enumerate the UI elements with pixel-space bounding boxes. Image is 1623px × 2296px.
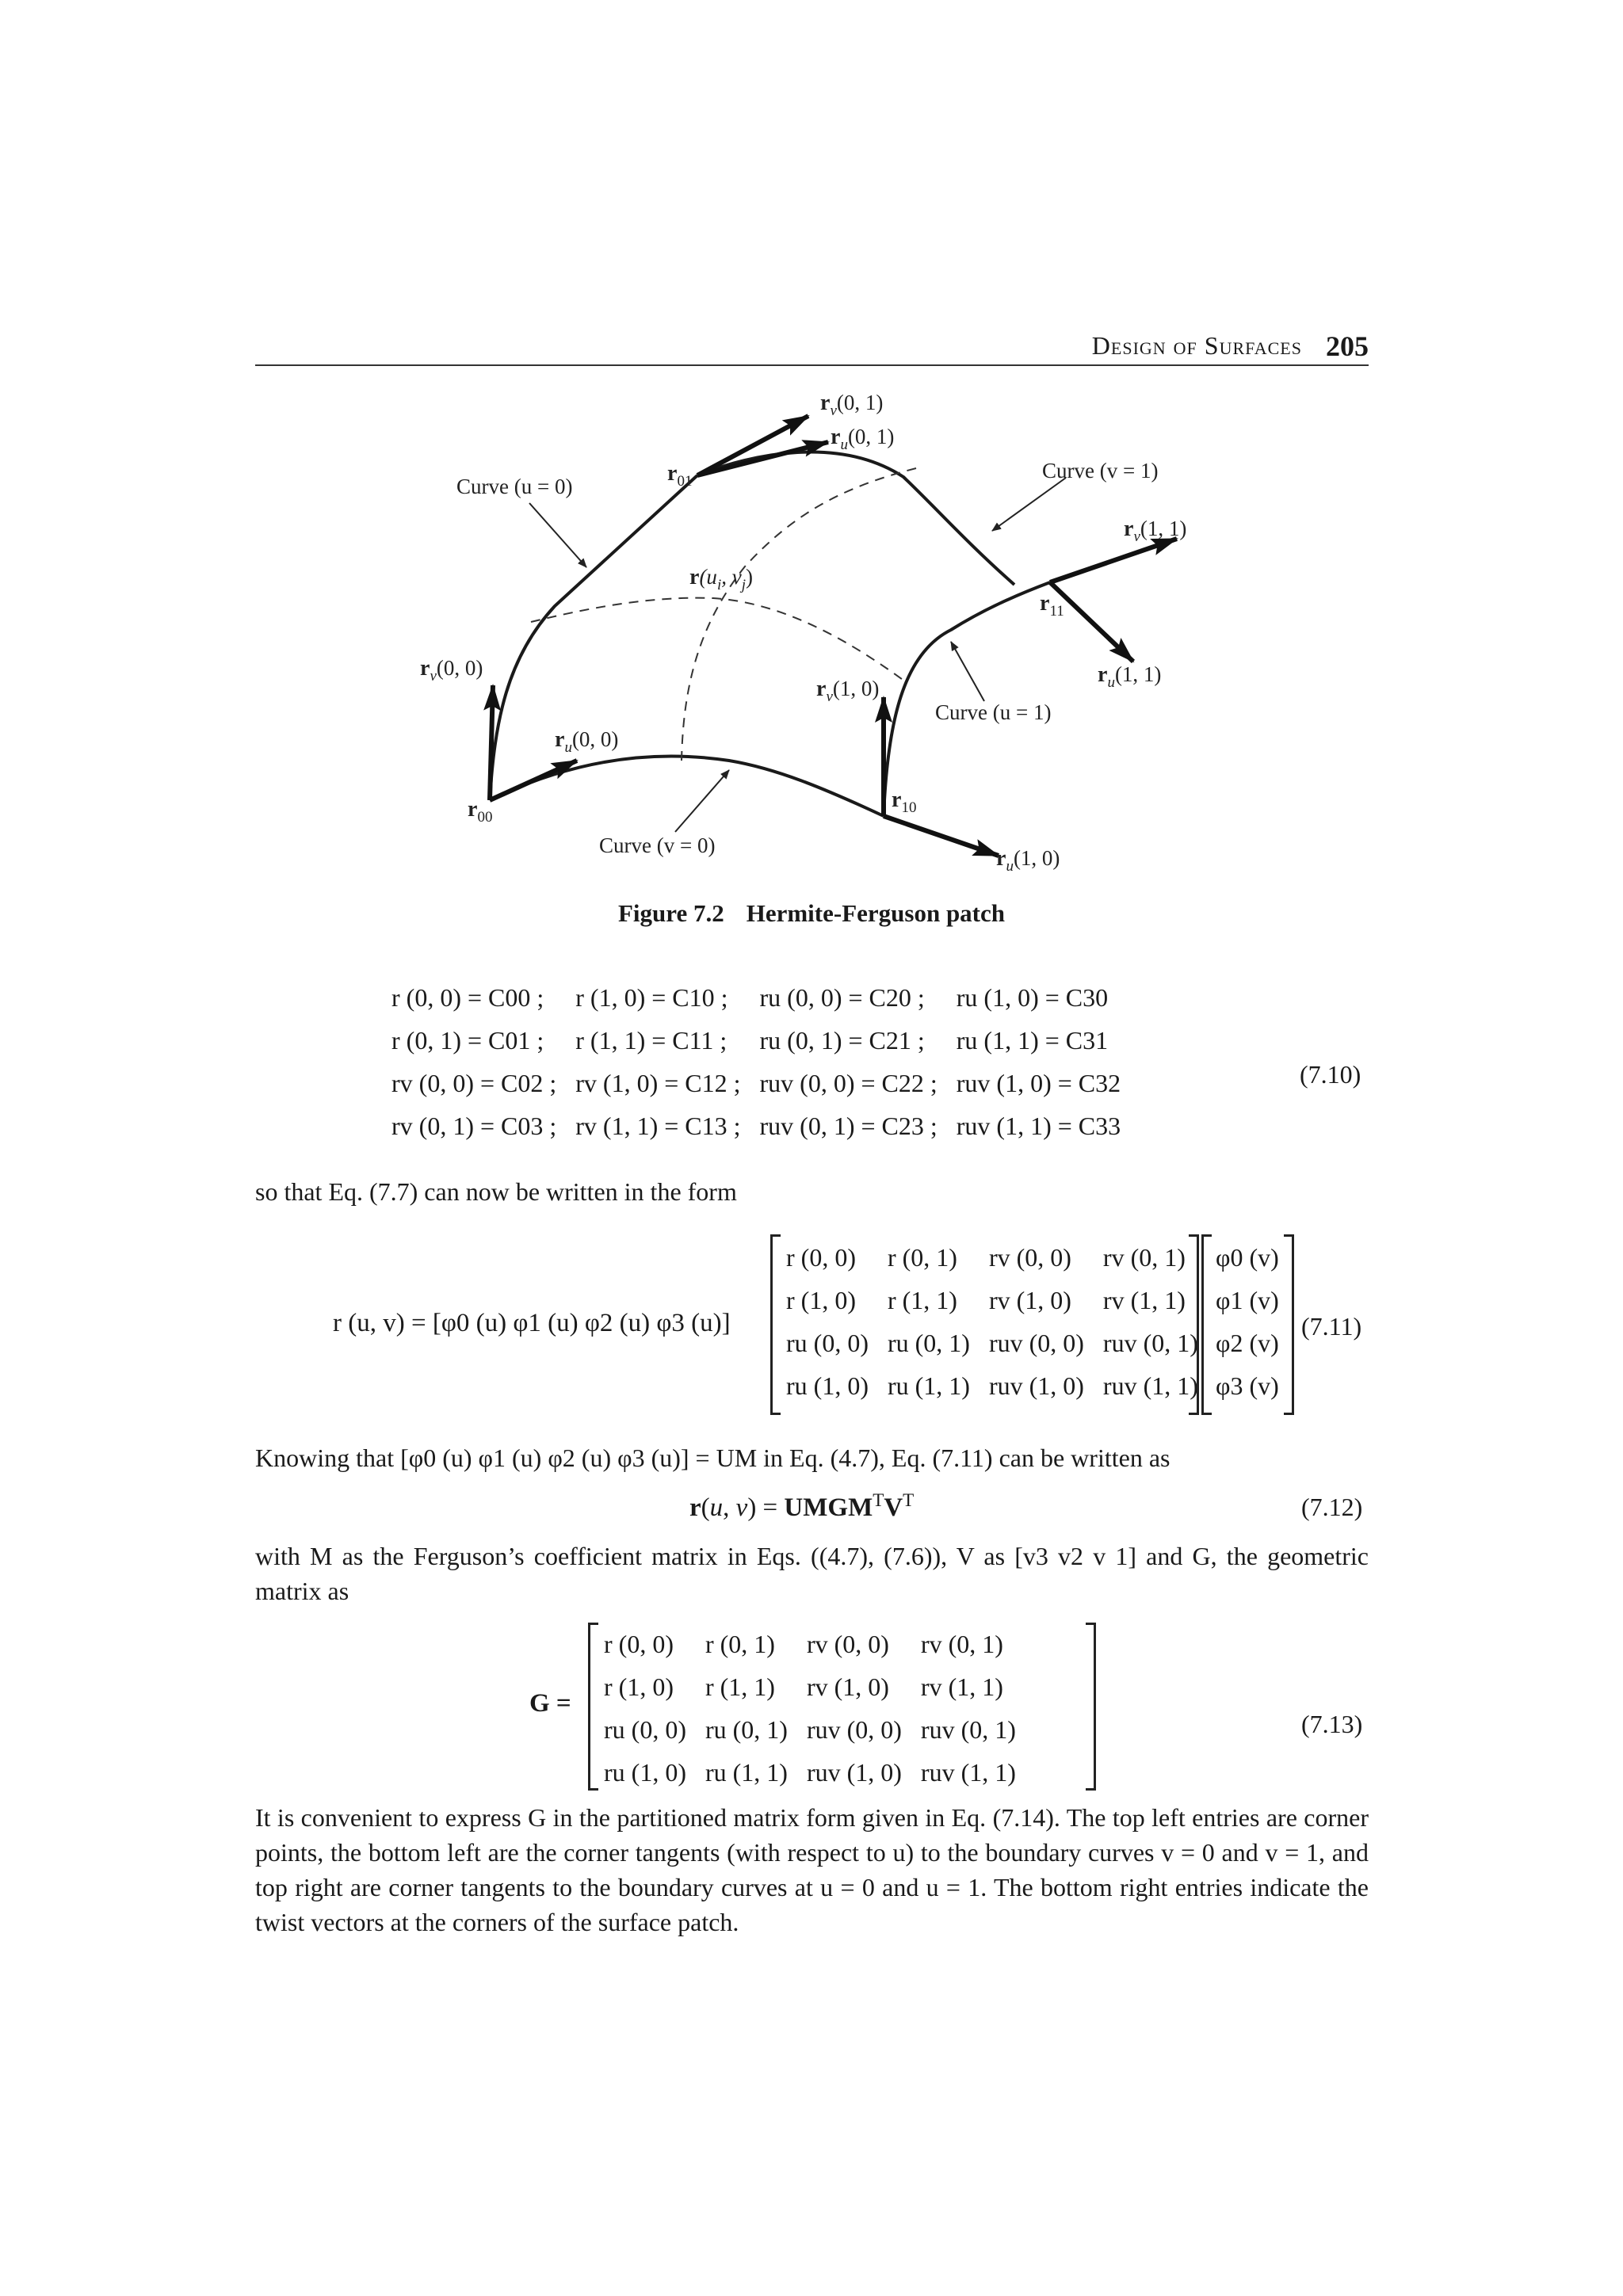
equation-7-11-matrix-cell: r (1, 0) (786, 1285, 856, 1314)
equation-7-13-matrix-cell: rv (0, 0) (806, 1629, 889, 1658)
equation-7-10-cell: r (1, 1) = C11 ; (575, 1025, 727, 1055)
equation-7-13-matrix-cell: rv (1, 0) (806, 1672, 889, 1701)
label-curve-v0: Curve (v = 0) (599, 833, 716, 857)
equation-7-10-cell: r (1, 0) = C10 ; (575, 982, 728, 1012)
equation-7-11-matrix-row (777, 1279, 1208, 1322)
equation-7-11-matrix-cell: ruv (1, 1) (1102, 1371, 1198, 1400)
label-r00: $r_{00}$ (468, 797, 493, 826)
equation-7-10-row (382, 1104, 1130, 1147)
equation-number-7-12: (7.12) (1301, 1493, 1363, 1521)
leader-curve-u0 (529, 503, 586, 567)
label-ru11: $r_u(1$, 1) (1098, 662, 1162, 691)
vector-rv11 (1050, 539, 1177, 582)
vector-rv01 (697, 416, 808, 475)
curve-u1 (884, 582, 1050, 816)
label-r11: $r_{11}$ (1040, 591, 1064, 620)
label-curve-v1: Curve (v = 1) (1042, 459, 1159, 482)
equation-number-7-11: (7.11) (1301, 1312, 1362, 1341)
vector-ru00 (490, 761, 577, 800)
vector-ru11 (1050, 582, 1133, 662)
label-ru01: $r_u(0$, 1) (831, 425, 895, 453)
equation-7-10-cell: r (0, 0) = C00 ; (391, 982, 544, 1012)
curve-u0 (490, 475, 697, 800)
equation-7-11-vector-row (1206, 1364, 1289, 1407)
equation-7-11-matrix-row (777, 1236, 1208, 1279)
equation-7-13-matrix-row (594, 1751, 1025, 1794)
equation-7-10-cell: ru (1, 0) = C30 (956, 982, 1109, 1012)
equation-7-13-matrix-cell: ruv (0, 0) (806, 1714, 902, 1744)
equation-7-11-matrix-cell: ru (0, 0) (786, 1328, 869, 1357)
label-curve-u0: Curve (u = 0) (456, 475, 573, 498)
running-head-title: Design of Surfaces (1091, 331, 1302, 360)
equation-7-11-matrix-cell: ruv (0, 1) (1102, 1328, 1198, 1357)
label-r-ui-vj: $r(u_i$, $v_j$) (689, 565, 753, 593)
equation-7-10 (382, 976, 1130, 1147)
leader-curve-v1 (992, 478, 1066, 531)
equation-number-7-10: (7.10) (1300, 1060, 1361, 1089)
label-ru00: $r_u(0$, 0) (555, 727, 619, 756)
label-r01: $r_{01}$ (667, 461, 693, 490)
figure-title: Hermite-Ferguson patch (746, 899, 1006, 927)
equation-7-12: r(u, $v) = UMGM^TV^T$ (689, 1489, 915, 1522)
equation-7-13-matrix-cell: rv (1, 1) (920, 1672, 1003, 1701)
equation-7-10-row (382, 1062, 1130, 1104)
equation-7-10-cell: ruv (1, 0) = C32 (956, 1068, 1121, 1097)
equation-7-13-matrix-row (594, 1708, 1025, 1751)
equation-7-13-matrix-row (594, 1665, 1025, 1708)
equation-7-11-vector-row (1206, 1322, 1289, 1364)
equation-7-13-matrix-cell: ruv (1, 0) (806, 1757, 902, 1787)
label-rv11: $r_v(1$, 1) (1124, 517, 1187, 545)
equation-7-10-cell: ru (0, 1) = C21 ; (759, 1025, 925, 1055)
figure-caption (0, 899, 1623, 928)
page-number: 205 (1326, 330, 1369, 362)
label-rv10: $r_v(1$, 0) (816, 677, 880, 705)
equation-7-11-matrix-row (777, 1364, 1208, 1407)
equation-7-13-matrix (594, 1623, 1025, 1794)
equation-7-11-matrix-cell: r (0, 1) (887, 1242, 957, 1272)
curve-v0 (490, 756, 884, 816)
equation-7-10-cell: ruv (0, 1) = C23 ; (759, 1111, 938, 1140)
equation-7-11-vector (1206, 1236, 1289, 1407)
label-r10: $r_{10}$ (892, 788, 917, 816)
equation-7-11-matrix-cell: r (0, 0) (786, 1242, 856, 1272)
equation-7-11-matrix-cell: r (1, 1) (887, 1285, 957, 1314)
equation-7-11-matrix (777, 1236, 1208, 1407)
equation-7-13-matrix-cell: ruv (1, 1) (920, 1757, 1016, 1787)
equation-7-11-matrix-cell: ru (1, 1) (887, 1371, 970, 1400)
equation-7-10-cell: rv (1, 0) = C12 ; (575, 1068, 741, 1097)
equation-7-13-matrix-row (594, 1623, 1025, 1665)
running-head (255, 330, 1369, 366)
equation-7-13-matrix-cell: r (0, 1) (705, 1629, 775, 1658)
equation-7-10-row (382, 1019, 1130, 1062)
equation-7-10-cell: ru (1, 1) = C31 (956, 1025, 1109, 1055)
equation-7-13-matrix-cell: r (1, 0) (604, 1672, 674, 1701)
equation-7-11-matrix-row (777, 1322, 1208, 1364)
paragraph-2: Knowing that [φ0 (u) φ1 (u) φ2 (u) φ3 (u)] = UM in Eq. (4.7), Eq. (7.11) can be written as (255, 1444, 1170, 1472)
equation-7-10-cell: ruv (1, 1) = C33 (956, 1111, 1121, 1140)
equation-7-11-matrix-cell: ru (0, 1) (887, 1328, 970, 1357)
g-matrix-bracket-right (1086, 1623, 1096, 1791)
equation-7-13-matrix-cell: ru (1, 0) (604, 1757, 686, 1787)
equation-7-10-cell: ruv (0, 0) = C22 ; (759, 1068, 938, 1097)
equation-7-11-vector-cell: φ3 (v) (1216, 1371, 1279, 1400)
equation-7-10-row (382, 976, 1130, 1019)
equation-7-11-matrix-cell: rv (0, 1) (1102, 1242, 1186, 1272)
figure-number: Figure 7.2 (617, 899, 724, 927)
equation-7-11-vector-cell: φ0 (v) (1216, 1242, 1279, 1272)
equation-7-10-cell: rv (0, 1) = C03 ; (391, 1111, 557, 1140)
label-ru10: $r_u(1$, 0) (996, 846, 1060, 875)
equation-7-11-matrix-cell: ruv (1, 0) (988, 1371, 1084, 1400)
equation-7-11-matrix-cell: ru (1, 0) (786, 1371, 869, 1400)
equation-7-10-cell: rv (1, 1) = C13 ; (575, 1111, 741, 1140)
equation-7-11-matrix-cell: rv (1, 0) (988, 1285, 1071, 1314)
equation-7-11-vector-cell: φ1 (v) (1216, 1285, 1279, 1314)
equation-7-13-lhs: G = (529, 1689, 571, 1718)
equation-7-13-matrix-cell: ru (0, 0) (604, 1714, 686, 1744)
equation-7-11-matrix-cell: rv (0, 0) (988, 1242, 1071, 1272)
equation-7-11-vector-row (1206, 1279, 1289, 1322)
label-rv00: $r_v(0$, 0) (420, 656, 483, 685)
equation-7-11-vector-row (1206, 1236, 1289, 1279)
equation-7-11-lhs: r (u, v) = [φ0 (u) φ1 (u) φ2 (u) φ3 (u)] (333, 1309, 731, 1337)
equation-7-13-matrix-cell: ru (1, 1) (705, 1757, 788, 1787)
equation-7-11-matrix-cell: ruv (0, 0) (988, 1328, 1084, 1357)
equation-7-13-matrix-cell: r (1, 1) (705, 1672, 775, 1701)
paragraph-3: with M as the Ferguson’s coefficient matrix in Eqs. ((4.7), (7.6)), V as [v3 v2 v 1] and G, the geometric matrix as (255, 1542, 1369, 1605)
equation-7-13-matrix-cell: ru (0, 1) (705, 1714, 788, 1744)
equation-7-10-cell: ru (0, 0) = C20 ; (759, 982, 925, 1012)
equation-7-11-matrix-cell: rv (1, 1) (1102, 1285, 1186, 1314)
label-curve-u1: Curve (u = 1) (935, 700, 1052, 724)
label-rv01: $r_v(0$, 1) (820, 391, 884, 419)
leader-curve-u1 (951, 642, 984, 701)
vector-bracket-right (1284, 1234, 1294, 1415)
equation-7-13-matrix-cell: rv (0, 1) (920, 1629, 1003, 1658)
equation-7-13-matrix-cell: r (0, 0) (604, 1629, 674, 1658)
equation-7-11-vector-cell: φ2 (v) (1216, 1328, 1279, 1357)
isoparametric-v-curve (531, 598, 905, 681)
vector-ru10 (884, 816, 999, 856)
matrix-bracket-right (1189, 1234, 1199, 1415)
paragraph-1: so that Eq. (7.7) can now be written in the form (255, 1177, 737, 1206)
equation-number-7-13: (7.13) (1301, 1710, 1363, 1738)
paragraph-4: It is convenient to express G in the partitioned matrix form given in Eq. (7.14). The top left entries are corner points, the bottom left are the corner tangents (with respect to u) to the boundary curves v = 0 and v = 1, and top right are corner tangents to the boundary curves at u = 0 and u = 1. The bottom right entries indicate the twist vectors at the corners of the surface patch. (255, 1803, 1369, 1936)
equation-7-10-cell: rv (0, 0) = C02 ; (391, 1068, 557, 1097)
equation-7-10-cell: r (0, 1) = C01 ; (391, 1025, 544, 1055)
figure-hermite-ferguson-patch (396, 388, 1236, 879)
equation-7-13-matrix-cell: ruv (0, 1) (920, 1714, 1016, 1744)
vector-ru01 (697, 442, 828, 475)
vector-rv00 (490, 685, 493, 800)
leader-curve-v0 (675, 770, 729, 832)
